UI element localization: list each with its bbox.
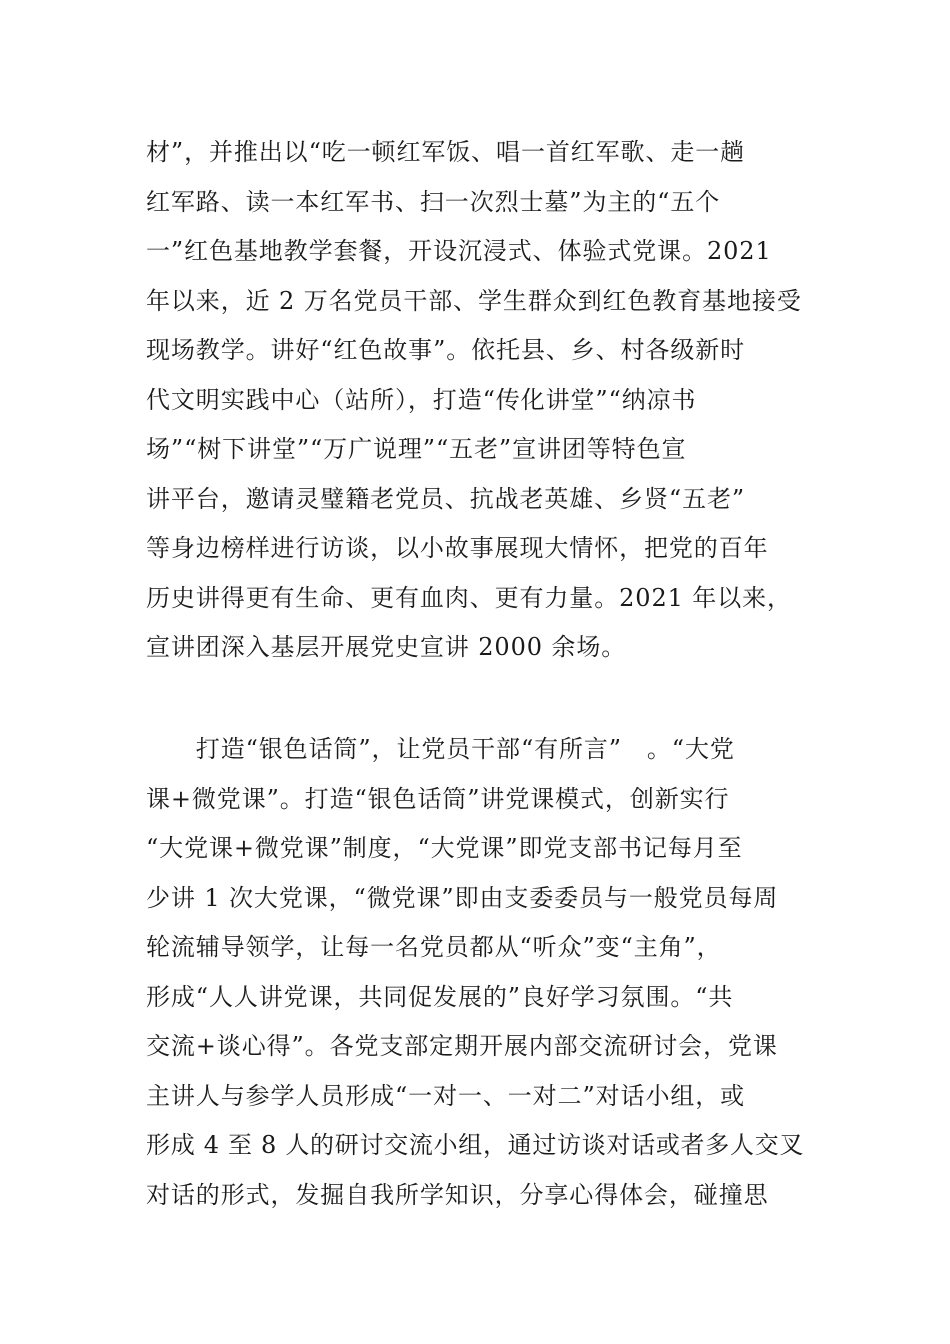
text-line: 打造“银色话筒”，让党员干部“有所言” 。“大党	[146, 735, 735, 763]
text-line: 现场教学。讲好“红色故事”。依托县、乡、村各级新时	[146, 336, 746, 364]
text-line: 交流+谈心得”。各党支部定期开展内部交流研讨会，党课	[146, 1032, 778, 1060]
text-line: 等身边榜样进行访谈，以小故事展现大情怀，把党的百年	[146, 534, 769, 562]
text-line: 材”，并推出以“吃一顿红军饭、唱一首红军歌、走一趟	[146, 138, 746, 166]
text-line: 讲平台，邀请灵璧籍老党员、抗战老英雄、乡贤“五老”	[146, 484, 746, 513]
text-line: 一”红色基地教学套餐，开设沉浸式、体验式党课。2021	[146, 237, 772, 265]
text-line: 对话的形式，发掘自我所学知识，分享心得体会，碰撞思	[146, 1180, 769, 1209]
text-line: 形成“人人讲党课，共同促发展的”良好学习氛围。“共	[146, 982, 734, 1011]
text-line: 课+微党课”。打造“银色话筒”讲党课模式，创新实行	[146, 784, 730, 813]
text-line: 历史讲得更有生命、更有血肉、更有力量。2021 年以来，	[146, 583, 792, 612]
text-line: 代文明实践中心（站所），打造“传化讲堂”“纳凉书	[146, 385, 697, 414]
text-line: 宣讲团深入基层开展党史宣讲 2000 余场。	[146, 633, 627, 661]
text-line: “大党课+微党课”制度，“大党课”即党支部书记每月至	[146, 834, 743, 862]
paragraph-red-education	[146, 128, 806, 673]
paragraph-silver-microphone	[146, 725, 806, 1220]
text-line: 轮流辅导领学，让每一名党员都从“听众”变“主角”，	[146, 933, 722, 961]
text-line: 少讲 1 次大党课，“微党课”即由支委委员与一般党员每周	[146, 883, 779, 912]
text-line: 红军路、读一本红军书、扫一次烈士墓”为主的“五个	[146, 187, 721, 216]
text-line: 年以来，近 2 万名党员干部、学生群众到红色教育基地接受	[146, 286, 802, 315]
text-line: 形成 4 至 8 人的研讨交流小组，通过访谈对话或者多人交叉	[146, 1131, 805, 1159]
text-line: 主讲人与参学人员形成“一对一、一对二”对话小组，或	[146, 1081, 746, 1110]
text-line: 场”“树下讲堂”“万广说理”“五老”宣讲团等特色宣	[146, 435, 687, 463]
